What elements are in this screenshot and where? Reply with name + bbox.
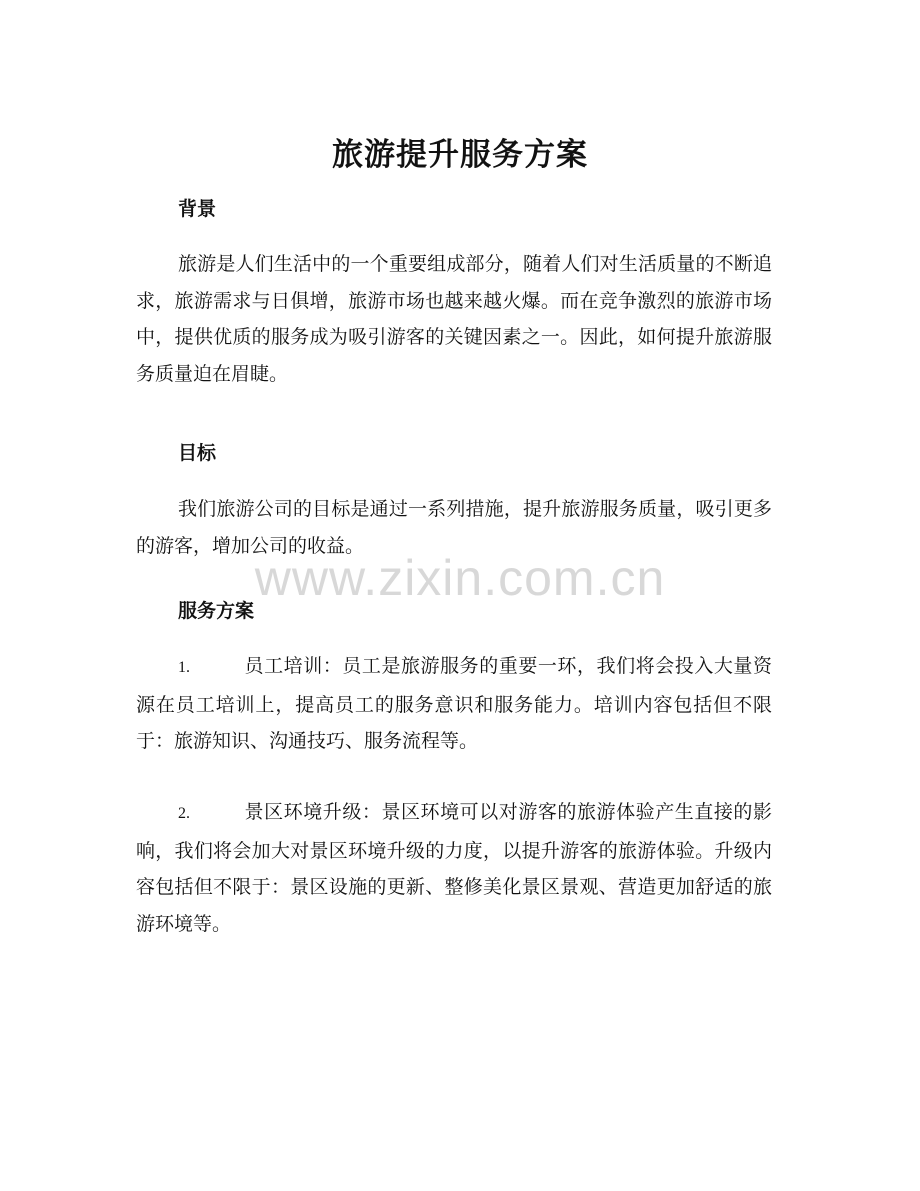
section-heading-plan: 服务方案 [178, 600, 255, 622]
list-item [136, 794, 772, 942]
watermark: www.zixin.com.cn [254, 550, 666, 606]
section-heading-goal: 目标 [178, 442, 217, 464]
document-title: 旅游提升服务方案 [332, 137, 588, 173]
list-item [136, 648, 772, 760]
list-item-text: 景区环境升级：景区环境可以对游客的旅游体验产生直接的影响，我们将会加大对景区环境升级的力度，以提升游客的旅游体验。升级内容包括但不限于：景区设施的更新、整修美化景区景观、营造更加舒适的旅游环境等。 [136, 801, 772, 935]
paragraph-goal: 我们旅游公司的目标是通过一系列措施，提升旅游服务质量，吸引更多的游客，增加公司的收益。 [136, 498, 772, 557]
list-item-number: 2. [178, 805, 190, 822]
paragraph-background: 旅游是人们生活中的一个重要组成部分，随着人们对生活质量的不断追求，旅游需求与日俱增，旅游市场也越来越火爆。而在竞争激烈的旅游市场中，提供优质的服务成为吸引游客的关键因素之一。因此，如何提升旅游服务质量迫在眉睫。 [136, 253, 772, 385]
list-item-number: 1. [178, 659, 190, 676]
list-item-text: 员工培训：员工是旅游服务的重要一环，我们将会投入大量资源在员工培训上，提高员工的服务意识和服务能力。培训内容包括但不限于：旅游知识、沟通技巧、服务流程等。 [136, 655, 772, 752]
section-heading-background: 背景 [178, 198, 217, 220]
